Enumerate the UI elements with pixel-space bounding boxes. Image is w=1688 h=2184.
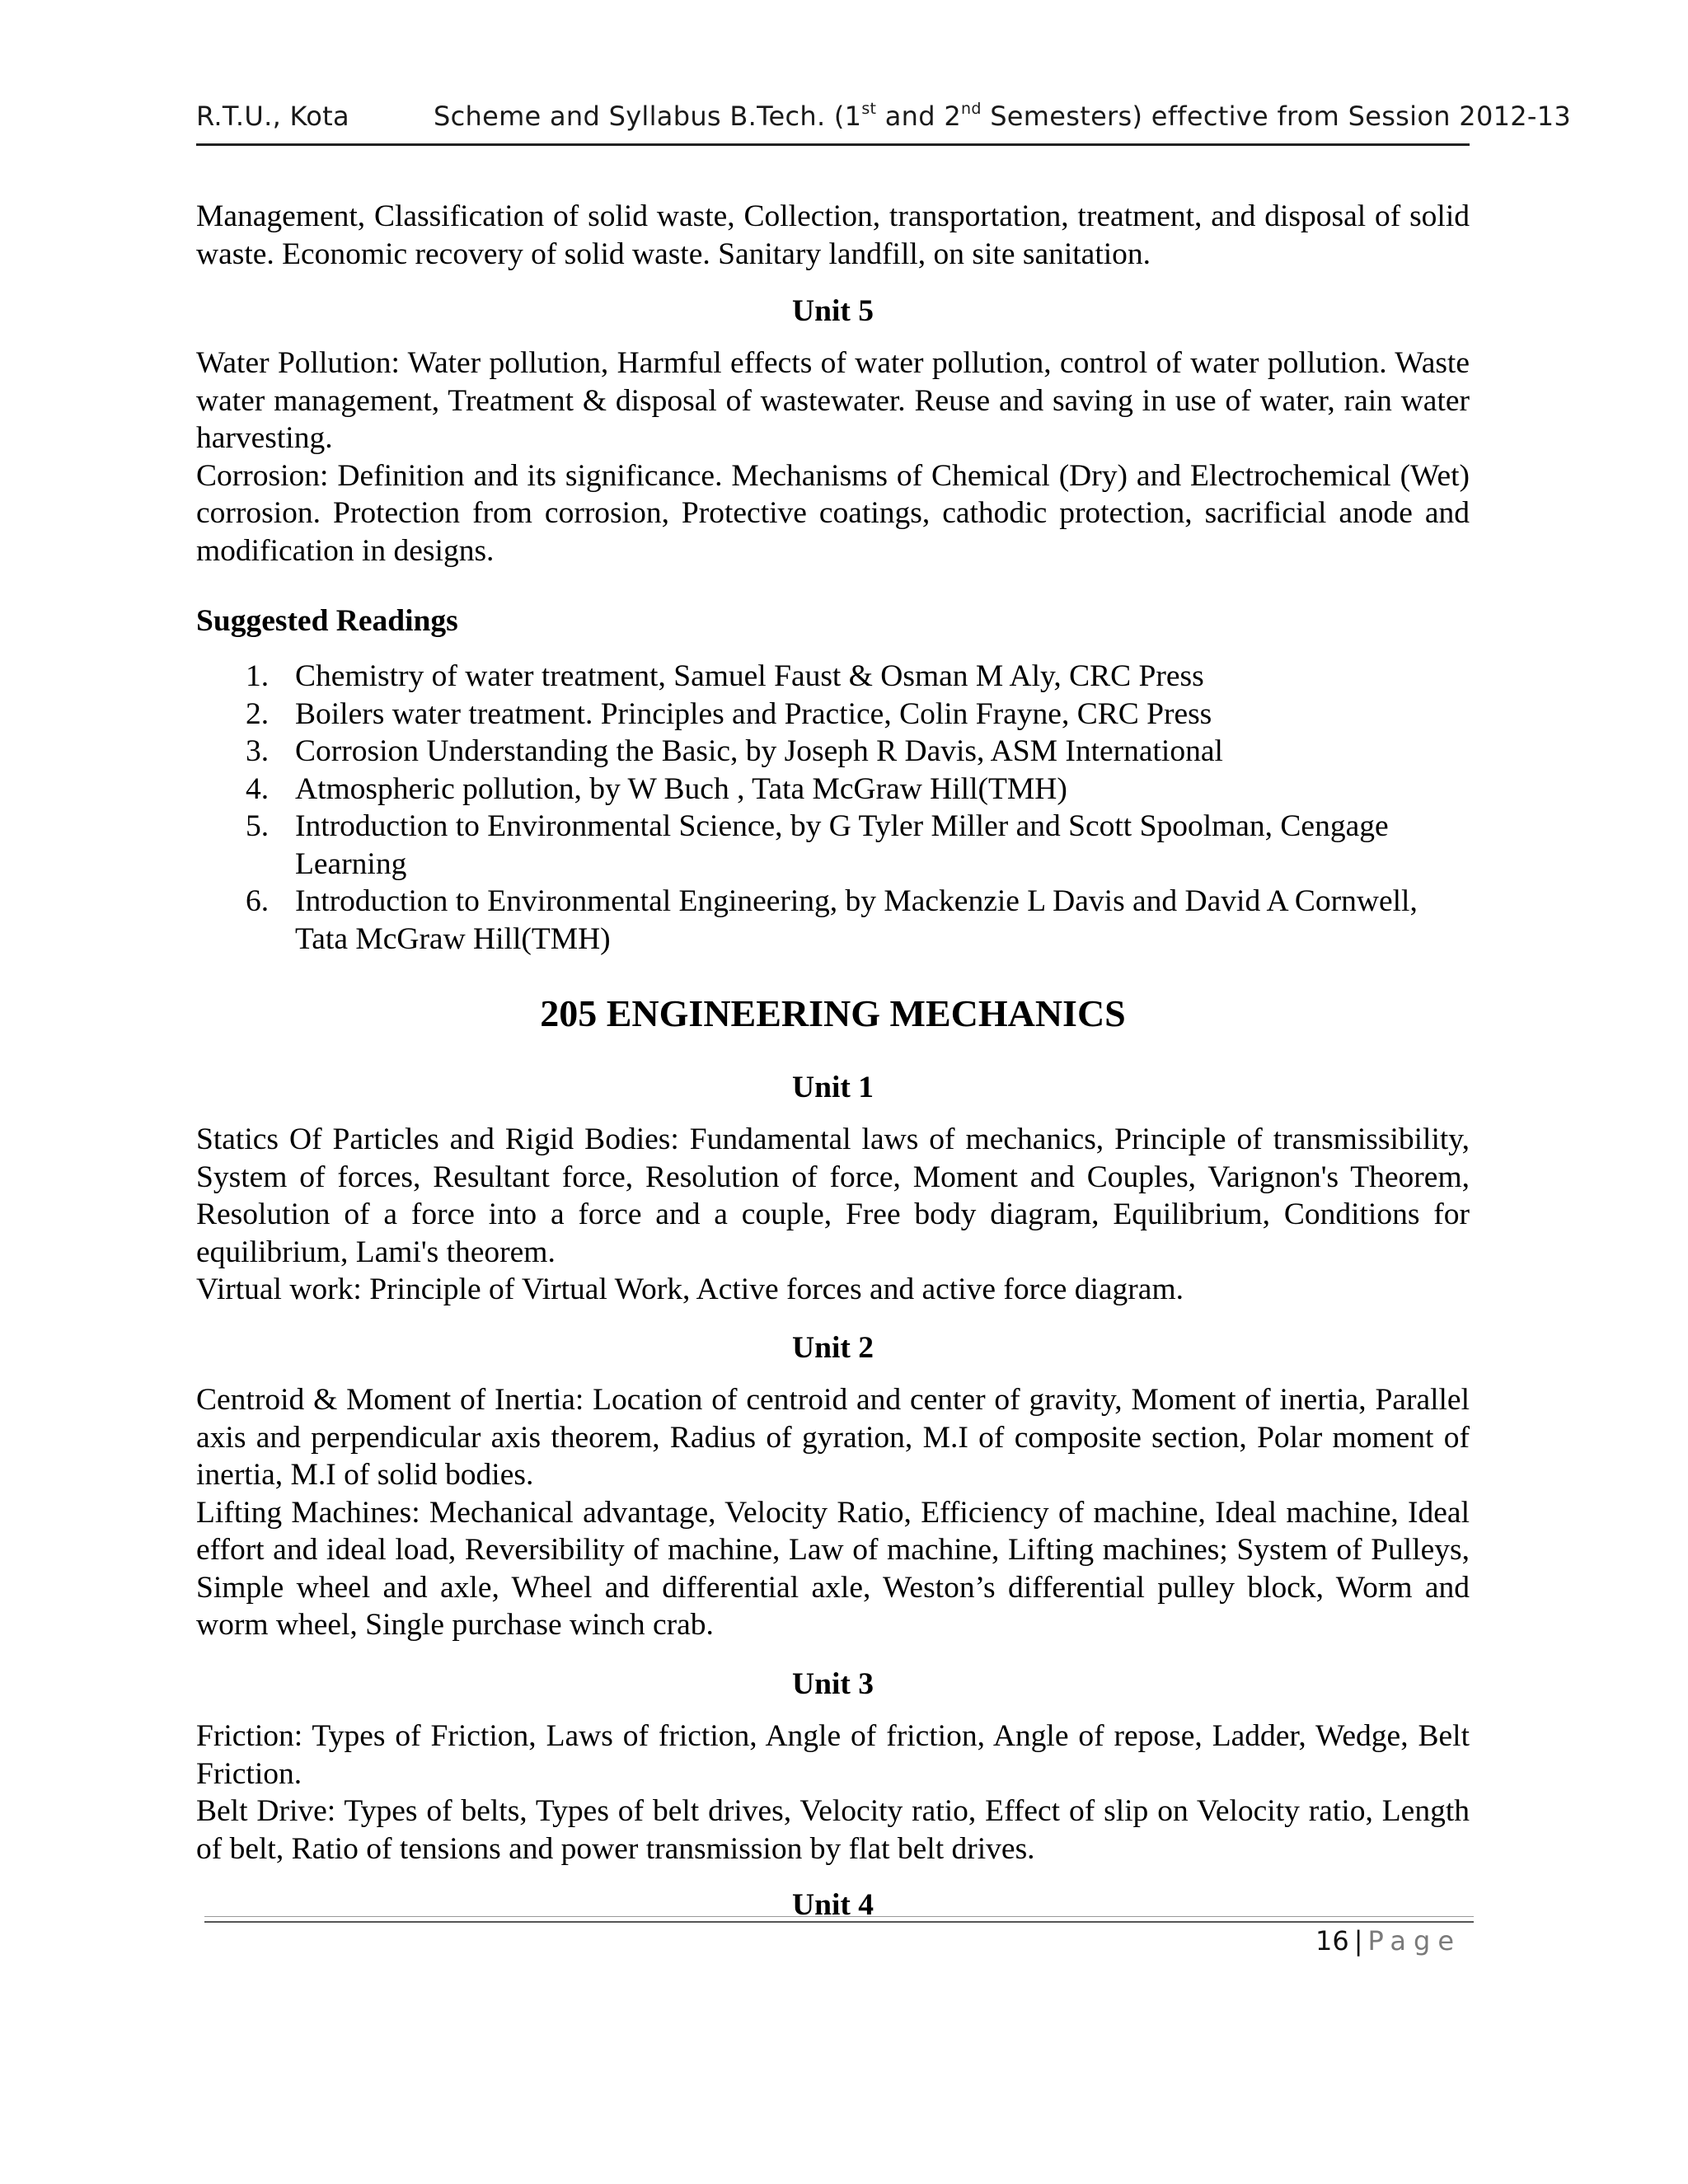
unit3-paragraph-belt-drive: Belt Drive: Types of belts, Types of belt drives, Velocity ratio, Effect of slip on Velocity ratio, Length of belt, Ratio of tensions and power transmission by flat belt drives. xyxy=(196,1794,1470,1866)
header-sup-st: st xyxy=(861,100,877,118)
header-title xyxy=(434,101,1571,132)
header-title-part1: Scheme and Syllabus B.Tech. (1 xyxy=(434,101,862,132)
document-page xyxy=(196,0,1572,2184)
unit5-heading: Unit 5 xyxy=(792,294,874,328)
reading-text: Introduction to Environmental Engineering, by Mackenzie L Davis and David A Cornwell, Tata McGraw Hill(TMH) xyxy=(295,884,1418,956)
unit2-paragraph-lifting: Lifting Machines: Mechanical advantage, Velocity Ratio, Efficiency of machine, Ideal machine, Ideal effort and ideal load, Reversibility of machine, Law of machine, Lifting machines; System of Pulleys, Simple wheel and axle, Wheel and differential axle, Weston’s differential pulley block, Worm and worm wheel, Single purchase winch crab. xyxy=(196,1495,1470,1642)
reading-text: Atmospheric pollution, by W Buch , Tata McGraw Hill(TMH) xyxy=(295,771,1067,806)
reading-item xyxy=(196,696,1470,733)
reading-text: Chemistry of water treatment, Samuel Faust & Osman M Aly, CRC Press xyxy=(295,659,1204,693)
unit3-heading: Unit 3 xyxy=(792,1667,874,1701)
unit5-body xyxy=(196,344,1470,569)
reading-item xyxy=(196,808,1470,883)
reading-number: 5. xyxy=(246,809,270,843)
page-label: Page xyxy=(1367,1925,1461,1957)
reading-number: 6. xyxy=(246,884,270,918)
reading-number: 1. xyxy=(246,659,270,693)
readings-list xyxy=(196,658,1470,958)
reading-item xyxy=(196,883,1470,958)
header-institution: R.T.U., Kota xyxy=(196,101,349,132)
reading-item xyxy=(196,733,1470,771)
intro-paragraph: Management, Classification of solid waste, Collection, transportation, treatment, and disposal of solid waste. Economic recovery of solid waste. Sanitary landfill, on site sanitation. xyxy=(196,199,1470,271)
unit2-heading: Unit 2 xyxy=(792,1331,874,1365)
reading-text: Introduction to Environmental Science, by G Tyler Miller and Scott Spoolman, Cengage Learning xyxy=(295,809,1389,881)
unit2-paragraph-centroid: Centroid & Moment of Inertia: Location of centroid and center of gravity, Moment of inertia, Parallel axis and perpendicular axis theorem, Radius of gyration, M.I of composite section, Polar moment of inertia, M.I of solid bodies. xyxy=(196,1383,1470,1492)
unit5-paragraph-corrosion: Corrosion: Definition and its significance. Mechanisms of Chemical (Dry) and Electrochemical (Wet) corrosion. Protection from corrosion, Protective coatings, cathodic protection, sacrificial anode and modification in designs. xyxy=(196,458,1470,568)
suggested-readings-heading: Suggested Readings xyxy=(196,604,458,638)
reading-number: 2. xyxy=(246,696,270,731)
unit2-body xyxy=(196,1381,1470,1644)
reading-number: 4. xyxy=(246,771,270,806)
header-title-part3: Semesters) effective from Session 2012-13 xyxy=(981,101,1572,132)
header-sup-nd: nd xyxy=(961,100,982,118)
unit4-heading: Unit 4 xyxy=(792,1888,874,1922)
reading-text: Corrosion Understanding the Basic, by Joseph R Davis, ASM International xyxy=(295,734,1223,768)
unit5-paragraph-water: Water Pollution: Water pollution, Harmful effects of water pollution, control of water pollution. Waste water management, Treatment & disposal of wastewater. Reuse and saving in use of water, rain water harvesting. xyxy=(196,346,1470,455)
section-title: 205 ENGINEERING MECHANICS xyxy=(540,992,1126,1034)
page-number: 16 xyxy=(1315,1925,1349,1957)
footer-divider xyxy=(204,1916,1474,1923)
reading-number: 3. xyxy=(246,734,270,768)
unit1-paragraph-virtual-work: Virtual work: Principle of Virtual Work, Active forces and active force diagram. xyxy=(196,1272,1184,1306)
reading-item xyxy=(196,771,1470,808)
page-header xyxy=(196,97,1572,146)
unit3-paragraph-friction: Friction: Types of Friction, Laws of friction, Angle of friction, Angle of repose, Ladder, Wedge, Belt Friction. xyxy=(196,1719,1470,1791)
unit1-body xyxy=(196,1121,1470,1309)
footer-separator: | xyxy=(1353,1925,1363,1957)
unit1-heading: Unit 1 xyxy=(792,1071,874,1104)
unit1-paragraph-statics: Statics Of Particles and Rigid Bodies: Fundamental laws of mechanics, Principle of transmissibility, System of forces, Resultant force, Resolution of force, Moment and Couples, Varignon's Theorem, Resolution of a force into a force and a couple, Free body diagram, Equilibrium, Conditions for equilibrium, Lami's theorem. xyxy=(196,1122,1470,1269)
page-footer xyxy=(1315,1925,1461,1957)
reading-text: Boilers water treatment. Principles and Practice, Colin Frayne, CRC Press xyxy=(295,696,1212,731)
reading-item xyxy=(196,658,1470,696)
unit3-body xyxy=(196,1718,1470,1868)
intro-paragraph-block xyxy=(196,198,1470,273)
header-title-part2: and 2 xyxy=(876,101,962,132)
